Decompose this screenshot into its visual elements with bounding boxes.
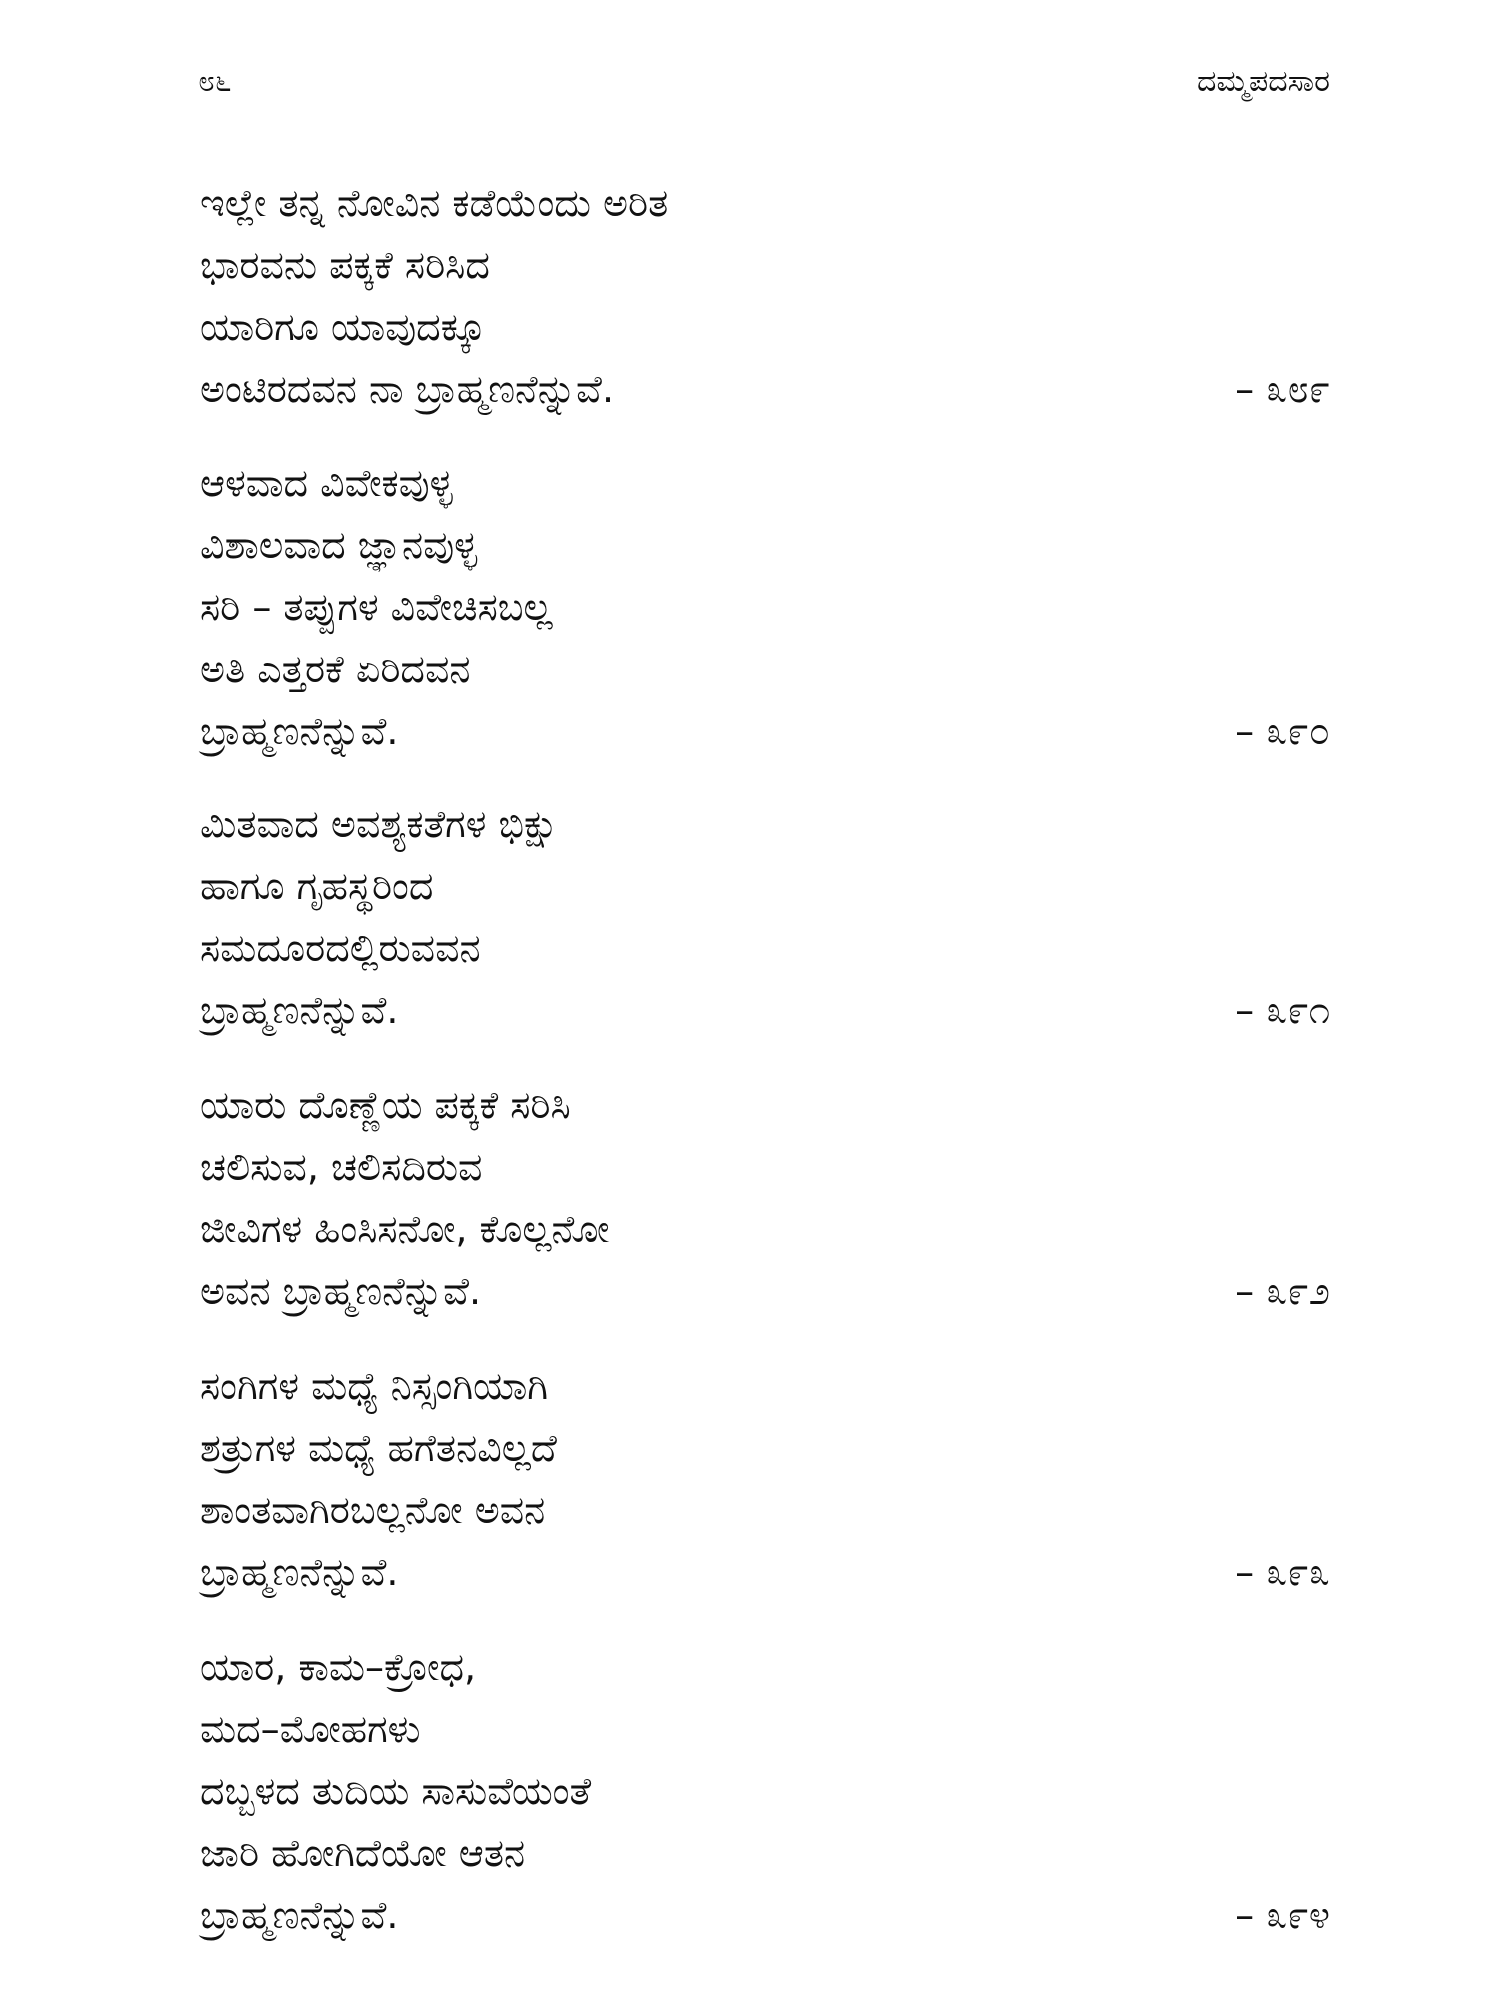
- verse-line: ಸರಿ – ತಪ್ಪುಗಳ ವಿವೇಚಿಸಬಲ್ಲ: [200, 585, 553, 629]
- verse-line: ಇಲ್ಲೇ ತನ್ನ ನೋವಿನ ಕಡೆಯೆಂದು ಅರಿತ: [200, 181, 669, 225]
- verse-line-text: ಬ್ರಾಹ್ಮಣನೆನ್ನುವೆ.: [200, 988, 399, 1032]
- stanza-391: [200, 793, 1330, 1041]
- verse-last-line: [200, 700, 1330, 762]
- verse-line: ಮಿತವಾದ ಅವಶ್ಯಕತೆಗಳ ಭಿಕ್ಷು: [200, 802, 560, 846]
- verse-line: ಭಾರವನು ಪಕ್ಕಕೆ ಸರಿಸಿದ: [200, 243, 490, 287]
- stanza-394: [200, 1636, 1330, 1946]
- verse-line: ಯಾರಿಗೂ ಯಾವುದಕ್ಕೂ: [200, 305, 486, 349]
- verse-line: ಶಾಂತವಾಗಿರಬಲ್ಲನೋ ಅವನ: [200, 1488, 546, 1532]
- verse-number: – ೩೮೯: [1235, 367, 1330, 411]
- verse-number: – ೩೯೩: [1235, 1550, 1330, 1594]
- verse-line-text: ಬ್ರಾಹ್ಮಣನೆನ್ನುವೆ.: [200, 709, 399, 753]
- verse-line: ಯಾರು ದೊಣ್ಣೆಯ ಪಕ್ಕಕೆ ಸರಿಸಿ: [200, 1083, 571, 1127]
- verse-line-text: ಬ್ರಾಹ್ಮಣನೆನ್ನುವೆ.: [200, 1893, 399, 1937]
- verse-line: ಆಳವಾದ ವಿವೇಕವುಳ್ಳ: [200, 461, 453, 505]
- verse-line: ದಬ್ಬಳದ ತುದಿಯ ಸಾಸುವೆಯಂತೆ: [200, 1769, 592, 1813]
- verse-last-line: [200, 358, 1330, 420]
- verse-line: ಶತ್ರುಗಳ ಮಧ್ಯೆ ಹಗೆತನವಿಲ್ಲದೆ: [200, 1426, 557, 1470]
- verse-line-text: ಅವನ ಬ್ರಾಹ್ಮಣನೆನ್ನುವೆ.: [200, 1269, 482, 1313]
- verse-last-line: [200, 979, 1330, 1041]
- page-number: ೮೬: [198, 64, 232, 99]
- verse-line: ಸಮದೂರದಲ್ಲಿರುವವನ: [200, 926, 481, 970]
- stanza-389: [200, 172, 1330, 420]
- verse-last-line: [200, 1884, 1330, 1946]
- verse-number: – ೩೯೪: [1235, 1893, 1330, 1937]
- stanza-393: [200, 1355, 1330, 1603]
- verse-number: – ೩೯೨: [1235, 1269, 1330, 1313]
- verse-line: ಸಂಗಿಗಳ ಮಧ್ಯೆ ನಿಸ್ಸಂಗಿಯಾಗಿ: [200, 1364, 549, 1408]
- stanza-392: [200, 1074, 1330, 1322]
- verse-line: ಜೀವಿಗಳ ಹಿಂಸಿಸನೋ, ಕೊಲ್ಲನೋ: [200, 1207, 610, 1251]
- verse-number: – ೩೯೦: [1235, 709, 1330, 753]
- verse-line: ಅತಿ ಎತ್ತರಕೆ ಏರಿದವನ: [200, 647, 471, 691]
- verse-line: ಮದ–ಮೋಹಗಳು: [200, 1707, 421, 1751]
- verse-line: ಚಲಿಸುವ, ಚಲಿಸದಿರುವ: [200, 1145, 483, 1189]
- running-title: ದಮ್ಮಪದಸಾರ: [1197, 64, 1330, 99]
- verse-last-line: [200, 1260, 1330, 1322]
- verse-line: ಹಾಗೂ ಗೃಹಸ್ಥರಿಂದ: [200, 864, 434, 908]
- verse-number: – ೩೯೧: [1235, 988, 1330, 1032]
- verse-line: ವಿಶಾಲವಾದ ಜ್ಞಾನವುಳ್ಳ: [200, 523, 478, 567]
- verse-last-line: [200, 1541, 1330, 1603]
- verse-line-text: ಬ್ರಾಹ್ಮಣನೆನ್ನುವೆ.: [200, 1550, 399, 1594]
- verse-line: ಜಾರಿ ಹೋಗಿದೆಯೋ ಆತನ: [200, 1831, 526, 1875]
- verse-line: ಯಾರ, ಕಾಮ–ಕ್ರೋಧ,: [200, 1645, 477, 1689]
- stanza-390: [200, 452, 1330, 762]
- verse-line-text: ಅಂಟಿರದವನ ನಾ ಬ್ರಾಹ್ಮಣನೆನ್ನುವೆ.: [200, 367, 615, 411]
